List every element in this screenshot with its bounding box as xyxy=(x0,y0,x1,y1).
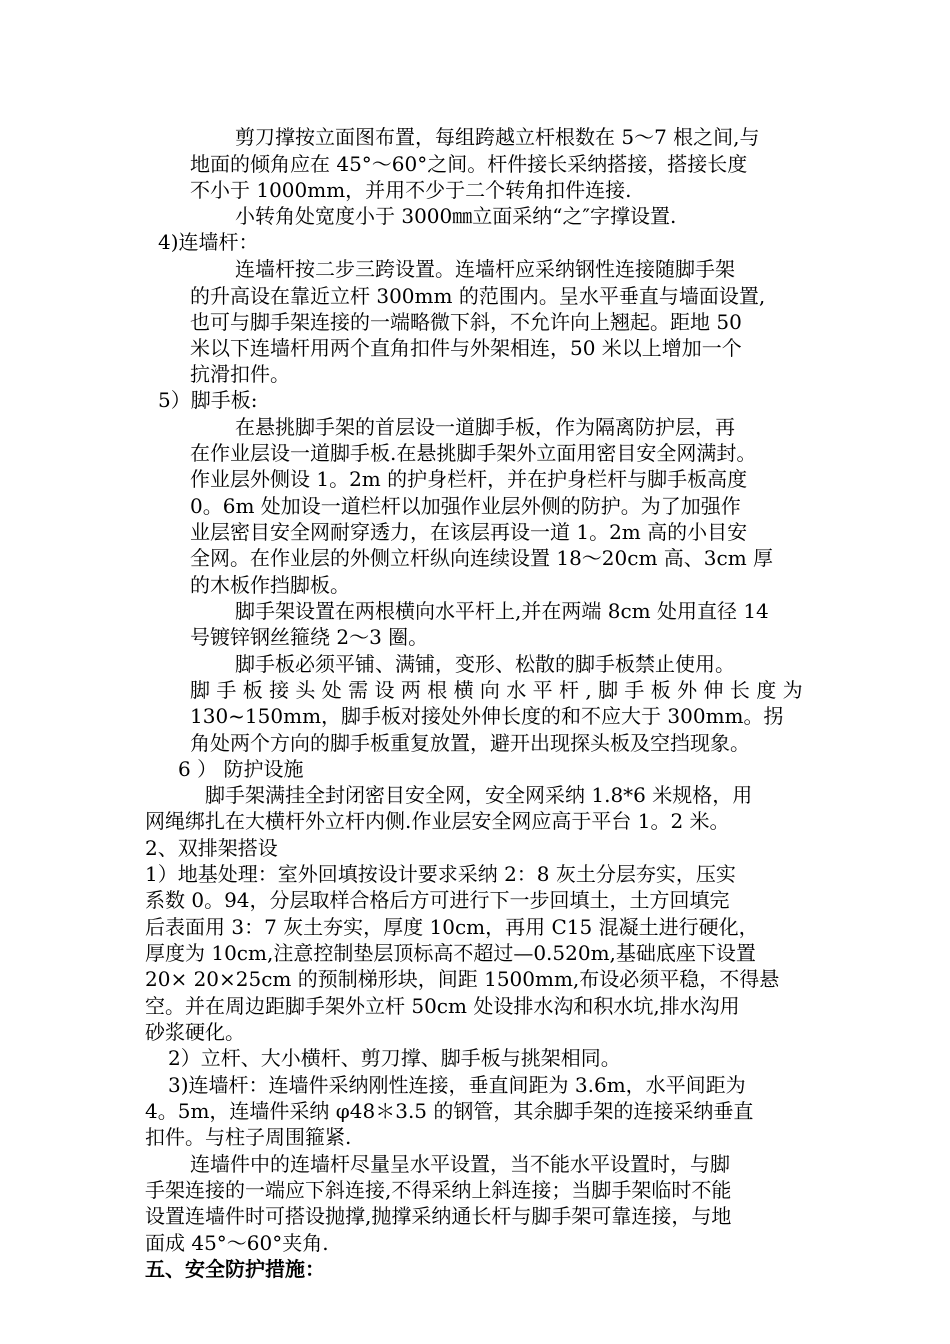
section-heading: 2、双排架搭设 xyxy=(145,836,278,860)
paragraph-line: 空。并在周边距脚手架外立杆 50cm 处设排水沟和积水坑,排水沟用 xyxy=(145,994,740,1018)
paragraph-line: 4。5m，连墙件采纳 φ48＊3.5 的钢管，其余脚手架的连接采纳垂直 xyxy=(145,1099,754,1123)
paragraph-line: 也可与脚手架连接的一端略微下斜，不允许向上翘起。距地 50 xyxy=(190,310,742,334)
paragraph-line: 全网。在作业层的外侧立杆纵向连续设置 18～20cm 高、3cm 厚 xyxy=(190,546,774,570)
paragraph-line: 角处两个方向的脚手板重复放置，避开出现探头板及空挡现象。 xyxy=(190,731,750,755)
paragraph-line: 作业层外侧设 1。2m 的护身栏杆，并在护身栏杆与脚手板高度 xyxy=(190,467,748,491)
paragraph-line: 1）地基处理：室外回填按设计要求采纳 2：8 灰土分层夯实，压实 xyxy=(145,862,736,886)
paragraph-line: 130~150mm，脚手板对接处外伸长度的和不应大于 300mm。拐 xyxy=(190,704,784,728)
chapter-heading: 五、安全防护措施： xyxy=(145,1257,325,1281)
paragraph-line: 3)连墙杆：连墙件采纳刚性连接，垂直间距为 3.6m，水平间距为 xyxy=(168,1073,746,1097)
paragraph-line: 在作业层设一道脚手板.在悬挑脚手架外立面用密目安全网满封。 xyxy=(190,441,757,465)
paragraph-line: 连墙杆按二步三跨设置。连墙杆应采纳钢性连接随脚手架 xyxy=(235,257,735,281)
paragraph-line: 手架连接的一端应下斜连接,不得采纳上斜连接；当脚手架临时不能 xyxy=(145,1178,732,1202)
paragraph-line: 后表面用 3：7 灰土夯实，厚度 10cm，再用 C15 混凝土进行硬化， xyxy=(145,915,759,939)
paragraph-line: 不小于 1000mm，并用不少于二个转角扣件连接. xyxy=(190,178,632,202)
paragraph-line: 剪刀撑按立面图布置，每组跨越立杆根数在 5～7 根之间,与 xyxy=(235,125,760,149)
paragraph-line: 脚手架设置在两根横向水平杆上,并在两端 8cm 处用直径 14 xyxy=(235,599,769,623)
paragraph-line: 号镀锌钢丝箍绕 2～3 圈。 xyxy=(190,625,429,649)
paragraph-line: 脚手架满挂全封闭密目安全网，安全网采纳 1.8*6 米规格，用 xyxy=(205,783,753,807)
paragraph-line: 脚 手 板 接 头 处 需 设 两 根 横 向 水 平 杆 , 脚 手 板 外 伸 长 度 为 xyxy=(190,678,803,702)
paragraph-line: 厚度为 10cm,注意控制垫层顶标高不超过—0.520m,基础底座下设置 xyxy=(145,941,756,965)
paragraph-line: 业层密目安全网耐穿透力，在该层再设一道 1。2m 高的小目安 xyxy=(190,520,748,544)
paragraph-line: 网绳绑扎在大横杆外立杆内侧.作业层安全网应高于平台 1。2 米。 xyxy=(145,809,730,833)
paragraph-line: 地面的倾角应在 45°～60°之间。杆件接长采纳搭接，搭接长度 xyxy=(190,152,748,176)
paragraph-line: 2）立杆、大小横杆、剪刀撑、脚手板与挑架相同。 xyxy=(168,1046,621,1070)
paragraph-line: 扣件。与柱子周围箍紧. xyxy=(145,1125,352,1149)
paragraph-line: 抗滑扣件。 xyxy=(190,362,290,386)
paragraph-line: 砂浆硬化。 xyxy=(145,1020,245,1044)
paragraph-line: 设置连墙件时可搭设抛撑,抛撑采纳通长杆与脚手架可靠连接，与地 xyxy=(145,1204,732,1228)
section-heading: 5）脚手板: xyxy=(158,388,258,412)
paragraph-line: 米以下连墙杆用两个直角扣件与外架相连，50 米以上增加一个 xyxy=(190,336,742,360)
paragraph-line: 0。6m 处加设一道栏杆以加强作业层外侧的防护。为了加强作 xyxy=(190,494,741,518)
section-heading: 4)连墙杆： xyxy=(158,230,259,254)
paragraph-line: 面成 45°～60°夹角. xyxy=(145,1231,329,1255)
section-heading: 6 ） 防护设施 xyxy=(178,757,304,781)
paragraph-line: 连墙件中的连墙杆尽量呈水平设置，当不能水平设置时，与脚 xyxy=(190,1152,730,1176)
paragraph-line: 脚手板必须平铺、满铺，变形、松散的脚手板禁止使用。 xyxy=(235,652,735,676)
paragraph-line: 的升高设在靠近立杆 300mm 的范围内。呈水平垂直与墙面设置, xyxy=(190,284,766,308)
paragraph-line: 小转角处宽度小于 3000㎜立面采纳“之″字撑设置. xyxy=(235,204,677,228)
paragraph-line: 在悬挑脚手架的首层设一道脚手板，作为隔离防护层，再 xyxy=(235,415,735,439)
paragraph-line: 的木板作挡脚板。 xyxy=(190,573,350,597)
paragraph-line: 20× 20×25cm 的预制梯形块，间距 1500mm,布设必须平稳，不得悬 xyxy=(145,967,780,991)
paragraph-line: 系数 0。94，分层取样合格后方可进行下一步回填土，土方回填完 xyxy=(145,888,730,912)
